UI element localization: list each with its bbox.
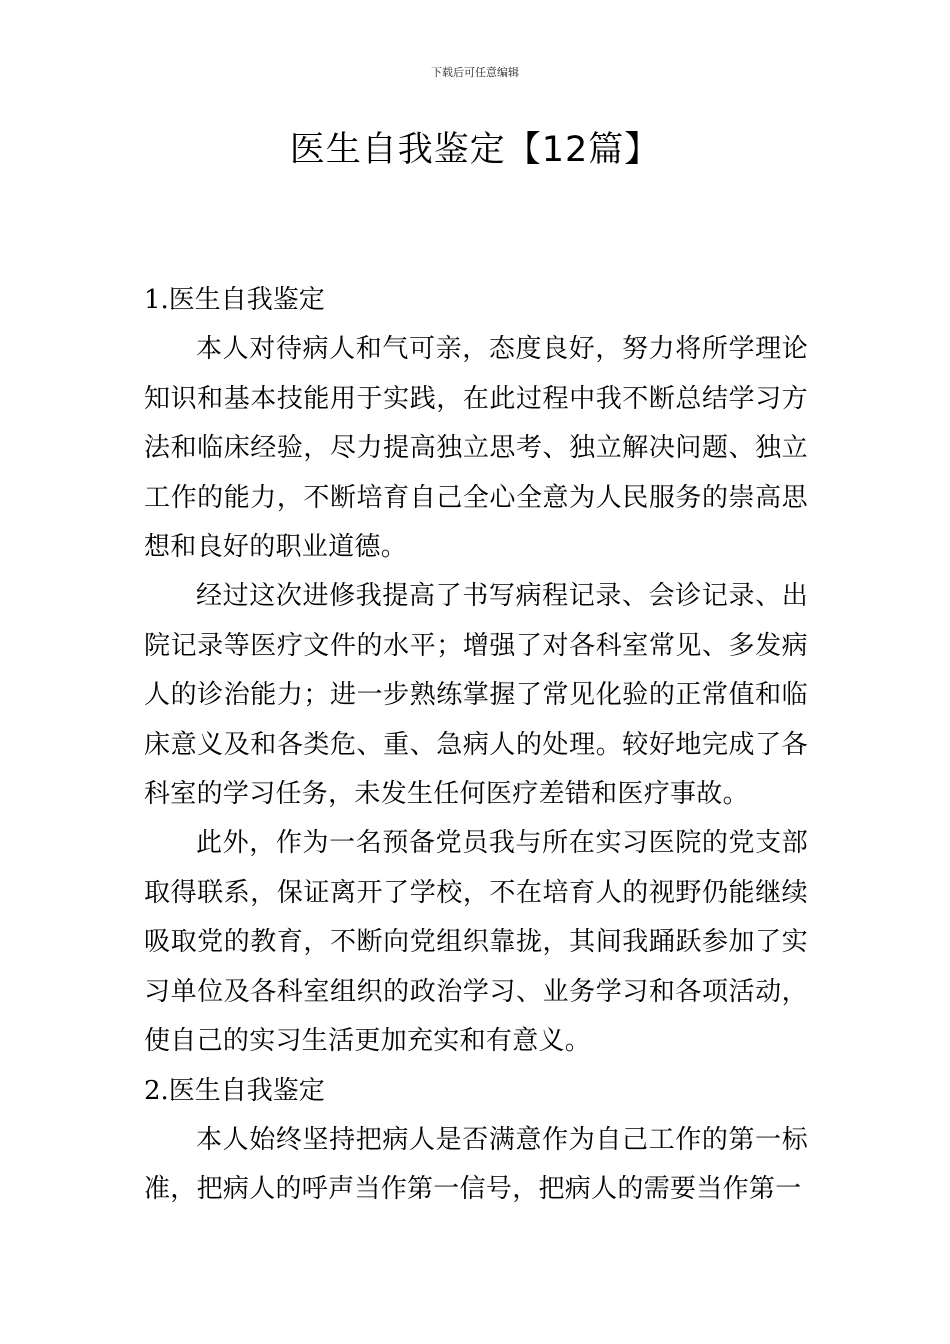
section-heading: 1.医生自我鉴定 (144, 285, 325, 315)
paragraph: 本人始终坚持把病人是否满意作为自己工作的第一标准，把病人的呼声当作第一信号，把病人的需要当作第一 (144, 1124, 808, 1205)
section-heading: 2.医生自我鉴定 (144, 1075, 325, 1106)
paragraph: 本人对待病人和气可亲，态度良好，努力将所学理论知识和基本技能用于实践，在此过程中我不断总结学习方法和临床经验，尽力提高独立思考、独立解决问题、独立工作的能力，不断培育自己全心全意为人民服务的崇高思想和良好的职业道德。 (144, 334, 808, 563)
paragraph: 经过这次进修我提高了书写病程记录、会诊记录、出院记录等医疗文件的水平；增强了对各科室常见、多发病人的诊治能力；进一步熟练掌握了常见化验的正常值和临床意义及和各类危、重、急病人的处理。较好地完成了各科室的学习任务，未发生任何医疗差错和医疗事故。 (144, 581, 808, 810)
section-2 (144, 1067, 808, 1215)
header-note: 下载后可任意编辑 (431, 66, 519, 79)
paragraph: 此外，作为一名预备党员我与所在实习医院的党支部取得联系，保证离开了学校，不在培育人的视野仍能继续吸取党的教育，不断向党组织靠拢，其间我踊跃参加了实习单位及各科室组织的政治学习、业务学习和各项活动，使自己的实习生活更加充实和有意义。 (144, 828, 808, 1057)
document-body (144, 276, 808, 1215)
section-1 (144, 276, 808, 1067)
document-title: 医生自我鉴定【12篇】 (289, 130, 661, 170)
